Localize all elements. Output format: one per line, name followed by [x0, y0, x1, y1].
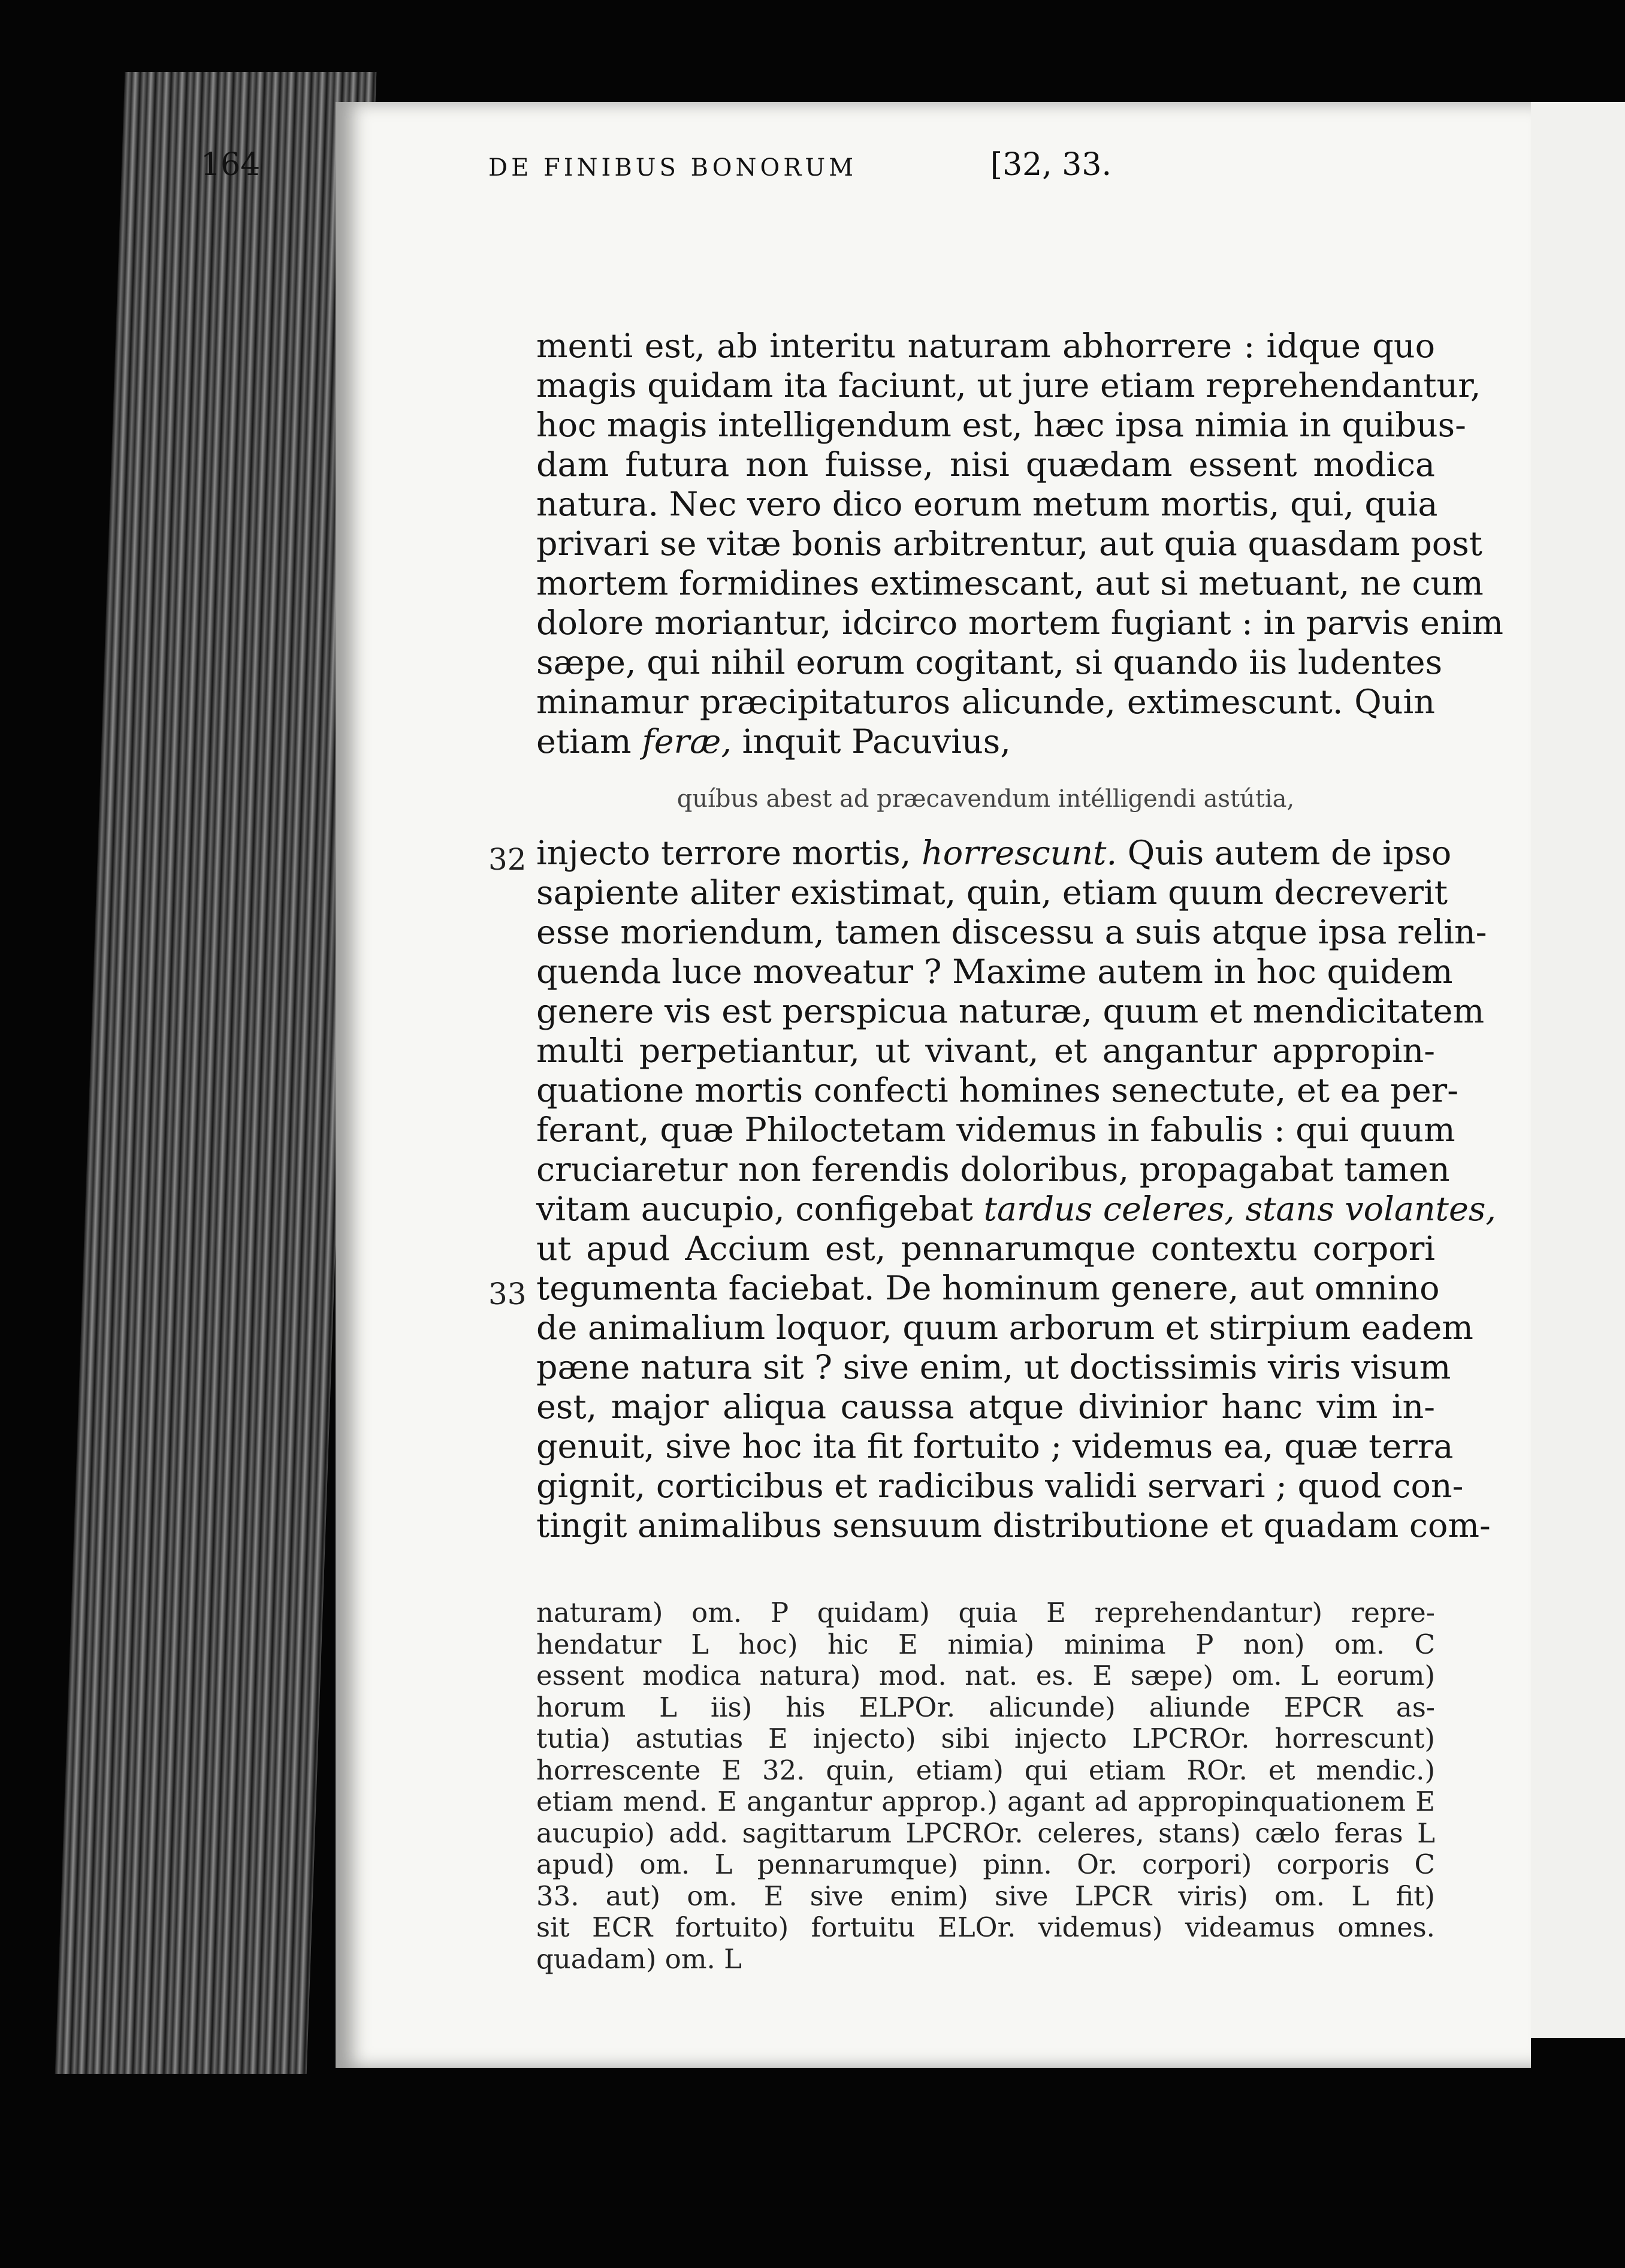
italic-span: tardus celeres, stans volantes, [983, 1190, 1496, 1229]
verse-quotation: quíbus abest ad præcavendum intélligendi astútia, [676, 785, 1295, 813]
text-line: magis quidam ita faciunt, ut jure etiam reprehendantur, [536, 366, 1481, 405]
text-line: sæpe, qui nihil eorum cogitant, si quando iis ludentes [536, 643, 1443, 682]
text-line: cruciaretur non ferendis doloribus, propagabat tamen [536, 1150, 1450, 1189]
footnote-line: quadam) om. L [536, 1943, 742, 1975]
text-span: etiam [536, 722, 642, 761]
footnote-line: tutia) astutias E injecto) sibi injecto LPCROr. horrescunt) [536, 1723, 1435, 1754]
text-line: mortem formidines extimescant, aut si metuant, ne cum [536, 564, 1484, 603]
text-line: genuit, sive hoc ita fit fortuito ; videmus ea, quæ terra [536, 1427, 1454, 1466]
footnote-line: etiam mend. E angantur approp.) agant ad appropinquationem E [536, 1786, 1435, 1817]
text-line: quatione mortis confecti homines senectute, et ea per- [536, 1071, 1458, 1110]
text-line: dolore moriantur, idcirco mortem fugiant : in parvis enim [536, 604, 1503, 643]
footnote-line: sit ECR fortuito) fortuitu ELOr. videmus) videamus omnes. [536, 1911, 1435, 1943]
footnote-line: essent modica natura) mod. nat. es. E sæpe) om. L eorum) [536, 1660, 1435, 1691]
text-line: multi perpetiantur, ut vivant, et angantur appropin- [536, 1032, 1435, 1070]
text-line: tingit animalibus sensuum distributione et quadam com- [536, 1506, 1491, 1545]
margin-section-number: 33 [488, 1277, 527, 1311]
text-span: injecto terrore mortis, [536, 834, 922, 873]
text-line: quenda luce moveatur ? Maxime autem in hoc quidem [536, 952, 1453, 991]
text-line: gignit, corticibus et radicibus validi servari ; quod con- [536, 1467, 1464, 1506]
text-line: est, major aliqua caussa atque divinior hanc vim in- [536, 1388, 1435, 1426]
text-line: genere vis est perspicua naturæ, quum et mendicitatem [536, 992, 1485, 1031]
text-span: Quis autem de ipso [1117, 834, 1452, 873]
text-line: natura. Nec vero dico eorum metum mortis, qui, quia [536, 485, 1438, 524]
footnote-line: naturam) om. P quidam) quia E reprehendantur) repre- [536, 1597, 1435, 1628]
footnote-line: 33. aut) om. E sive enim) sive LPCR viris) om. L fit) [536, 1880, 1435, 1912]
text-line: ut apud Accium est, pennarumque contextu corpori [536, 1229, 1435, 1268]
text-span: inquit Pacuvius, [732, 722, 1011, 761]
footnote-line: horrescente E 32. quin, etiam) qui etiam ROr. et mendic.) [536, 1754, 1435, 1786]
footnote-line: horum L iis) his ELPOr. alicunde) aliunde EPCR as- [536, 1691, 1435, 1723]
text-line: hoc magis intelligendum est, hæc ipsa nimia in quibus- [536, 406, 1466, 445]
page-number: 164 [201, 147, 261, 183]
italic-span: feræ, [642, 722, 732, 761]
text-line: de animalium loquor, quum arborum et stirpium eadem [536, 1308, 1473, 1347]
text-span: vitam aucupio, configebat [536, 1190, 984, 1229]
text-line [536, 722, 1435, 762]
footnote-line: aucupio) add. sagittarum LPCROr. celeres, stans) cælo feras L [536, 1817, 1435, 1849]
text-line: dam futura non fuisse, nisi quædam essent modica [536, 445, 1435, 484]
text-line: sapiente aliter existimat, quin, etiam quum decreverit [536, 873, 1448, 912]
critical-apparatus [536, 1597, 1435, 1975]
running-title: DE FINIBUS BONORUM [488, 154, 857, 182]
text-line: minamur præcipitaturos alicunde, extimescunt. Quin [536, 683, 1435, 722]
text-line: privari se vitæ bonis arbitrentur, aut quia quasdam post [536, 524, 1482, 563]
main-text [536, 327, 1503, 1546]
text-line: pæne natura sit ? sive enim, ut doctissimis viris visum [536, 1348, 1451, 1387]
running-header [201, 147, 1111, 189]
footnote-line: apud) om. L pennarumque) pinn. Or. corpori) corporis C [536, 1848, 1435, 1880]
book-page-edges [55, 72, 377, 2074]
text-line: ferant, quæ Philoctetam videmus in fabulis : qui quum [536, 1111, 1455, 1150]
footnote-line: hendatur L hoc) hic E nimia) minima P non) om. C [536, 1628, 1435, 1660]
text-line: menti est, ab interitu naturam abhorrere : idque quo [536, 327, 1435, 366]
section-reference: [32, 33. [990, 147, 1111, 183]
margin-section-number: 32 [488, 842, 527, 877]
text-line [536, 834, 1452, 873]
text-line [536, 1190, 1496, 1229]
text-line: tegumenta faciebat. De hominum genere, aut omnino [536, 1269, 1440, 1308]
italic-span: horrescunt. [922, 834, 1117, 873]
text-line: esse moriendum, tamen discessu a suis atque ipsa relin- [536, 913, 1487, 952]
